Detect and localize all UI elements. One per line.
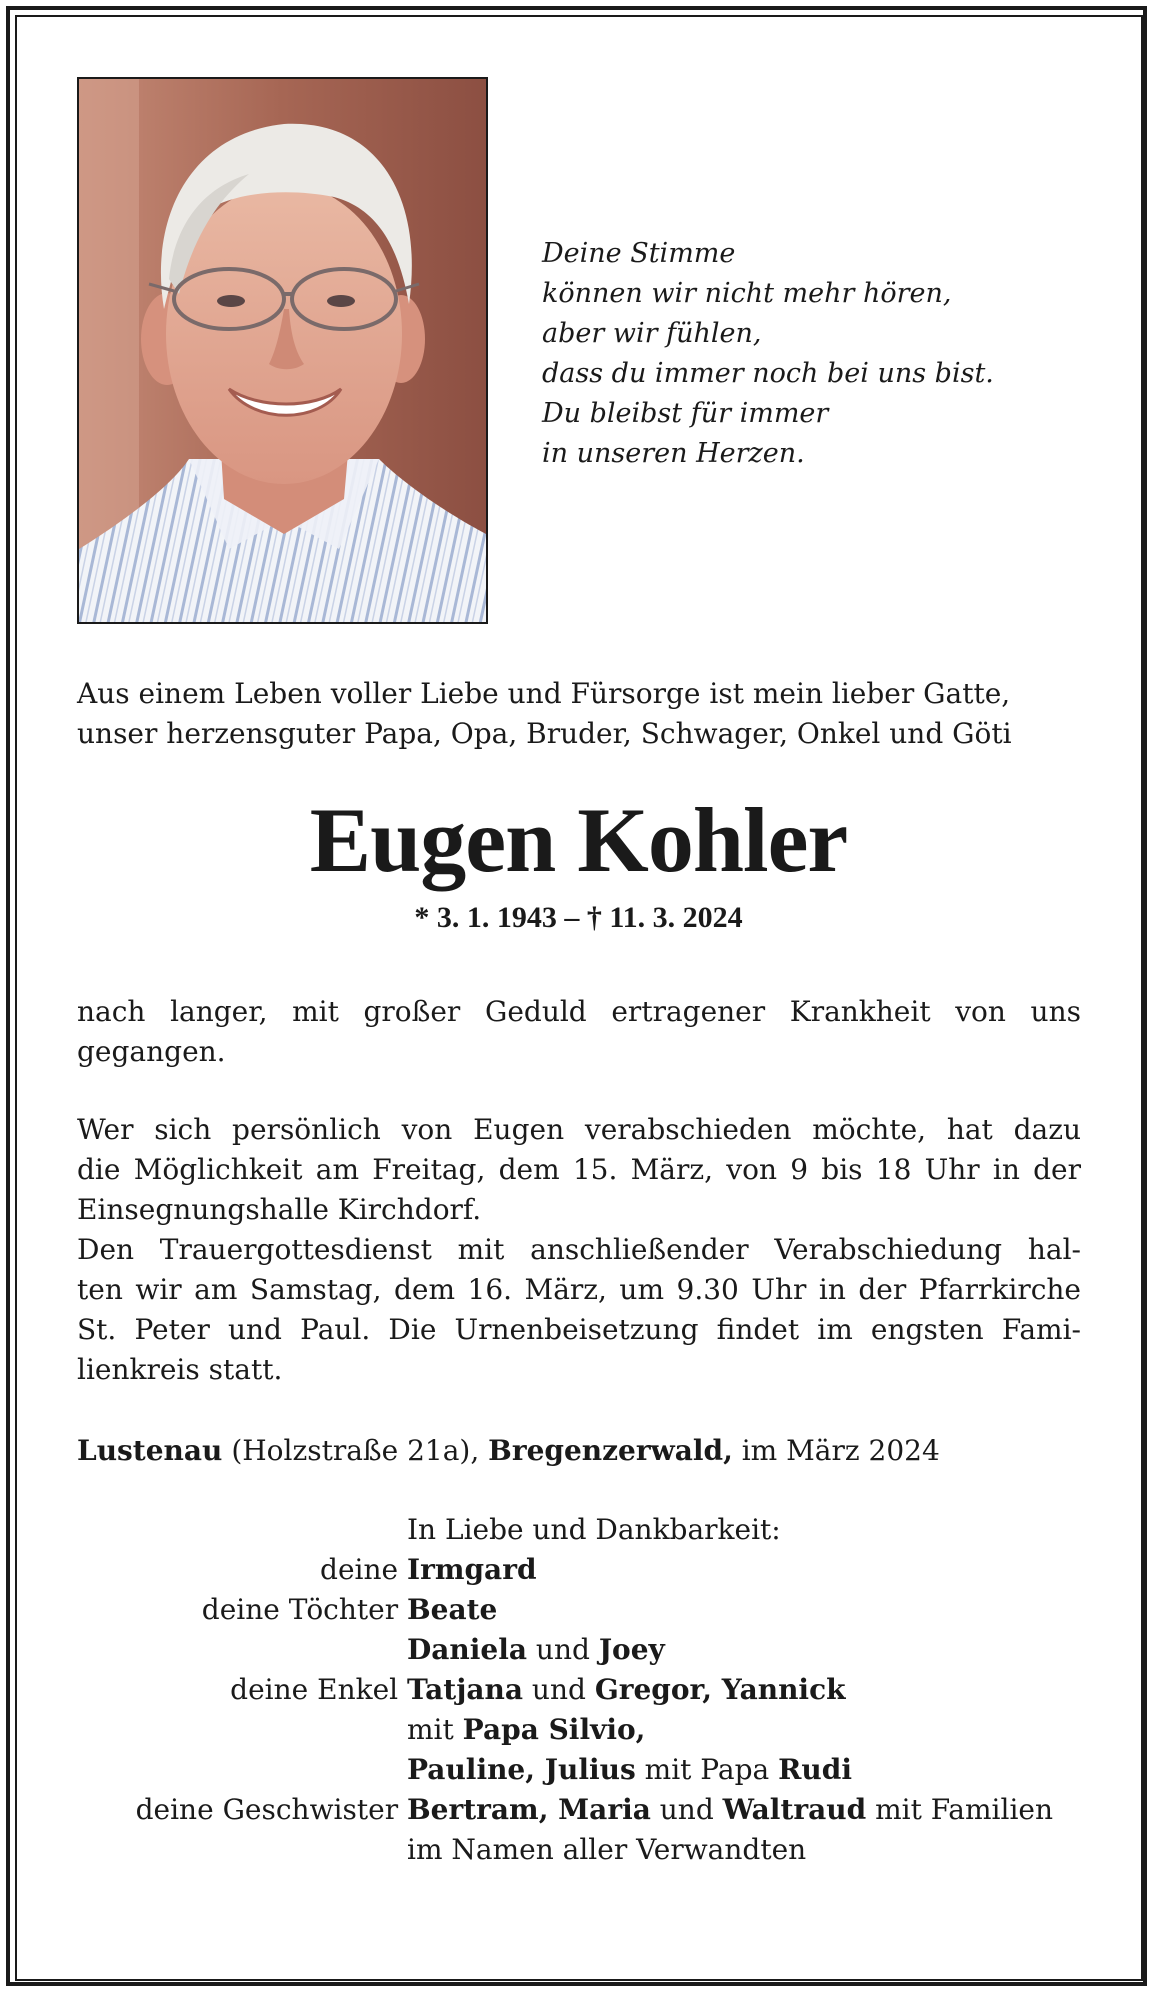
poem-line: in unseren Herzen. bbox=[542, 438, 805, 469]
text-line: lienkreis statt. bbox=[77, 1353, 283, 1386]
town-lustenau: Lustenau bbox=[77, 1434, 223, 1467]
region-bregenzerwald: Bregenzerwald, bbox=[488, 1434, 733, 1467]
daughters-label: deine Töchter bbox=[201, 1593, 399, 1626]
portrait-photo bbox=[77, 77, 488, 624]
poem-line: können wir nicht mehr hören, bbox=[542, 278, 952, 309]
sibling-names: Bertram, Maria bbox=[407, 1793, 651, 1826]
sibling-name: Waltraud bbox=[722, 1793, 867, 1826]
grandchildren-label: deine Enkel bbox=[230, 1673, 399, 1706]
address: (Holzstraße 21a), bbox=[222, 1434, 489, 1467]
family-row-closing bbox=[77, 1830, 1081, 1870]
poem-line: aber wir fühlen, bbox=[542, 318, 762, 349]
poem-verse bbox=[542, 234, 994, 474]
intro-text bbox=[77, 674, 1081, 754]
text-line: nach langer, mit großer Geduld ertragener Krankheit von uns bbox=[77, 995, 1081, 1028]
wife-name: Irmgard bbox=[407, 1553, 537, 1586]
text-line: ten wir am Samstag, dem 16. März, um 9.30 Uhr in der Pfarrkirche bbox=[77, 1273, 1081, 1306]
text-line: St. Peter und Paul. Die Urnenbeisetzung findet im engsten Fami- bbox=[77, 1313, 1081, 1346]
family-heading: In Liebe und Dankbarkeit: bbox=[407, 1513, 781, 1546]
poem-line: Du bleibst für immer bbox=[542, 398, 829, 429]
text-line: gegangen. bbox=[77, 1035, 226, 1068]
deceased-name: Eugen Kohler bbox=[309, 789, 848, 891]
grandchild-names: Gregor, Yannick bbox=[594, 1673, 846, 1706]
wife-label: deine bbox=[320, 1553, 399, 1586]
partner-name: Joey bbox=[598, 1633, 665, 1666]
siblings-label: deine Geschwister bbox=[135, 1793, 399, 1826]
family-row-gc-father1: mit Papa Silvio, bbox=[407, 1713, 646, 1746]
daughter-name: Daniela bbox=[407, 1633, 528, 1666]
poem-line: Deine Stimme bbox=[542, 238, 736, 269]
grandchild-name: Tatjana bbox=[407, 1673, 524, 1706]
family-list bbox=[77, 1510, 1081, 1870]
life-dates: * 3. 1. 1943 – † 11. 3. 2024 bbox=[414, 901, 743, 934]
grandchild-names: Pauline, Julius bbox=[407, 1753, 636, 1786]
father-name: Papa Silvio, bbox=[462, 1713, 646, 1746]
family-row-wife bbox=[77, 1550, 1081, 1590]
intro-line-2: unser herzensguter Papa, Opa, Bruder, Schwager, Onkel und Göti bbox=[77, 717, 1012, 750]
family-row-gc2: Pauline, Julius mit Papa Rudi bbox=[407, 1753, 852, 1786]
place-date-line bbox=[77, 1431, 940, 1471]
family-row-grandchildren: deine Enkel Tatjana und Gregor, Yannick bbox=[77, 1670, 1081, 1710]
family-row-siblings: deine Geschwister Bertram, Maria und Waltraud mit Familien bbox=[77, 1790, 1081, 1830]
poem-line: dass du immer noch bei uns bist. bbox=[542, 358, 994, 389]
funeral-details-paragraph bbox=[77, 1110, 1081, 1390]
text-line: Wer sich persönlich von Eugen verabschieden möchte, hat dazu bbox=[77, 1113, 1081, 1146]
text-line: Einsegnungshalle Kirchdorf. bbox=[77, 1193, 482, 1226]
family-row-daughters bbox=[77, 1590, 1081, 1630]
text-line: Den Trauergottesdienst mit anschließender Verabschiedung hal- bbox=[77, 1233, 1081, 1266]
daughter-name: Beate bbox=[407, 1593, 498, 1626]
intro-line-1: Aus einem Leben voller Liebe und Fürsorge ist mein lieber Gatte, bbox=[77, 677, 1011, 710]
family-row-daughter2: Daniela und Joey bbox=[407, 1633, 665, 1666]
passing-paragraph bbox=[77, 992, 1081, 1072]
text-line: die Möglichkeit am Freitag, dem 15. März, von 9 bis 18 Uhr in der bbox=[77, 1153, 1081, 1186]
family-heading-row bbox=[77, 1510, 1081, 1550]
closing-line: im Namen aller Verwandten bbox=[407, 1833, 807, 1866]
father-name: Rudi bbox=[778, 1753, 852, 1786]
notice-date: im März 2024 bbox=[732, 1434, 940, 1467]
